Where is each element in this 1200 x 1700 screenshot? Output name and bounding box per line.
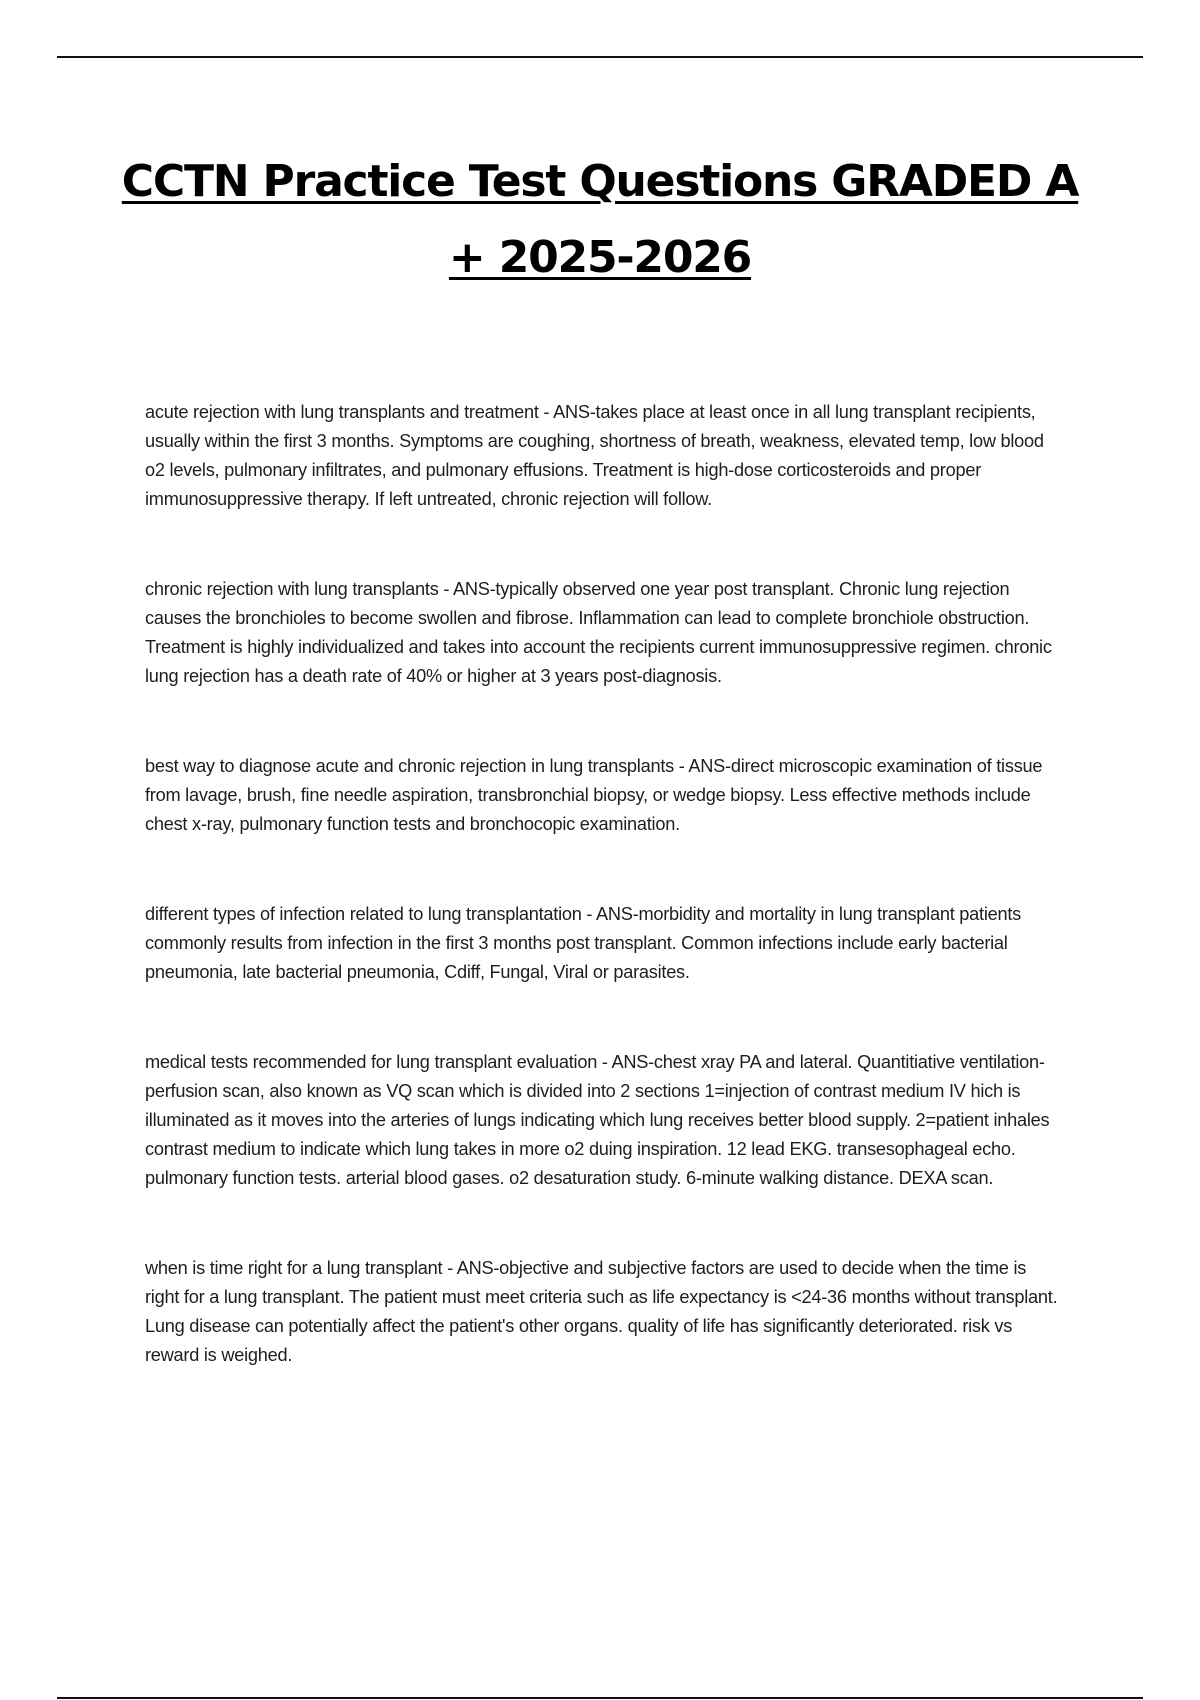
question-entry: medical tests recommended for lung transplant evaluation - ANS-chest xray PA and lateral. Quantitiative ventilation-perfusion scan, also known as VQ scan which is divided into 2 sections 1=injection of contrast medium IV hich is illuminated as it moves into the arteries of lungs indicating which lung receives better blood supply. 2=patient inhales contrast medium to indicate which lung takes in more o2 duing inspiration. 12 lead EKG. transesophageal echo. pulmonary function tests. arterial blood gases. o2 desaturation study. 6-minute walking distance. DEXA scan. <box>145 1052 1050 1188</box>
question-entry: different types of infection related to lung transplantation - ANS-morbidity and mortality in lung transplant patients commonly results from infection in the first 3 months post transplant. Common infections include early bacterial pneumonia, late bacterial pneumonia, Cdiff, Fungal, Viral or parasites. <box>145 904 1022 982</box>
page-top-divider <box>57 56 1143 58</box>
document-title-text: CCTN Practice Test Questions GRADED A + 2025-2026 <box>121 156 1079 283</box>
question-entry: acute rejection with lung transplants and treatment - ANS-takes place at least once in all lung transplant recipients, usually within the first 3 months. Symptoms are coughing, shortness of breath, weakness, elevated temp, low blood o2 levels, pulmonary infiltrates, and pulmonary effusions. Treatment is high-dose corticosteroids and proper immunosuppressive therapy. If left untreated, chronic rejection will follow. <box>145 402 1044 509</box>
page-bottom-divider <box>57 1697 1143 1699</box>
question-entry: chronic rejection with lung transplants - ANS-typically observed one year post transplant. Chronic lung rejection causes the bronchioles to become swollen and fibrose. Inflammation can lead to complete bronchiole obstruction. Treatment is highly individualized and takes into account the recipients current immunosuppressive regimen. chronic lung rejection has a death rate of 40% or higher at 3 years post-diagnosis. <box>145 579 1052 686</box>
question-list <box>145 398 1065 1370</box>
question-entry: when is time right for a lung transplant - ANS-objective and subjective factors are used to decide when the time is right for a lung transplant. The patient must meet criteria such as life expectancy is <24-36 months without transplant. Lung disease can potentially affect the patient's other organs. quality of life has significantly deteriorated. risk vs reward is weighed. <box>145 1258 1058 1365</box>
document-title <box>100 144 1100 296</box>
question-entry: best way to diagnose acute and chronic rejection in lung transplants - ANS-direct microscopic examination of tissue from lavage, brush, fine needle aspiration, transbronchial biopsy, or wedge biopsy. Less effective methods include chest x-ray, pulmonary function tests and bronchocopic examination. <box>145 756 1043 834</box>
